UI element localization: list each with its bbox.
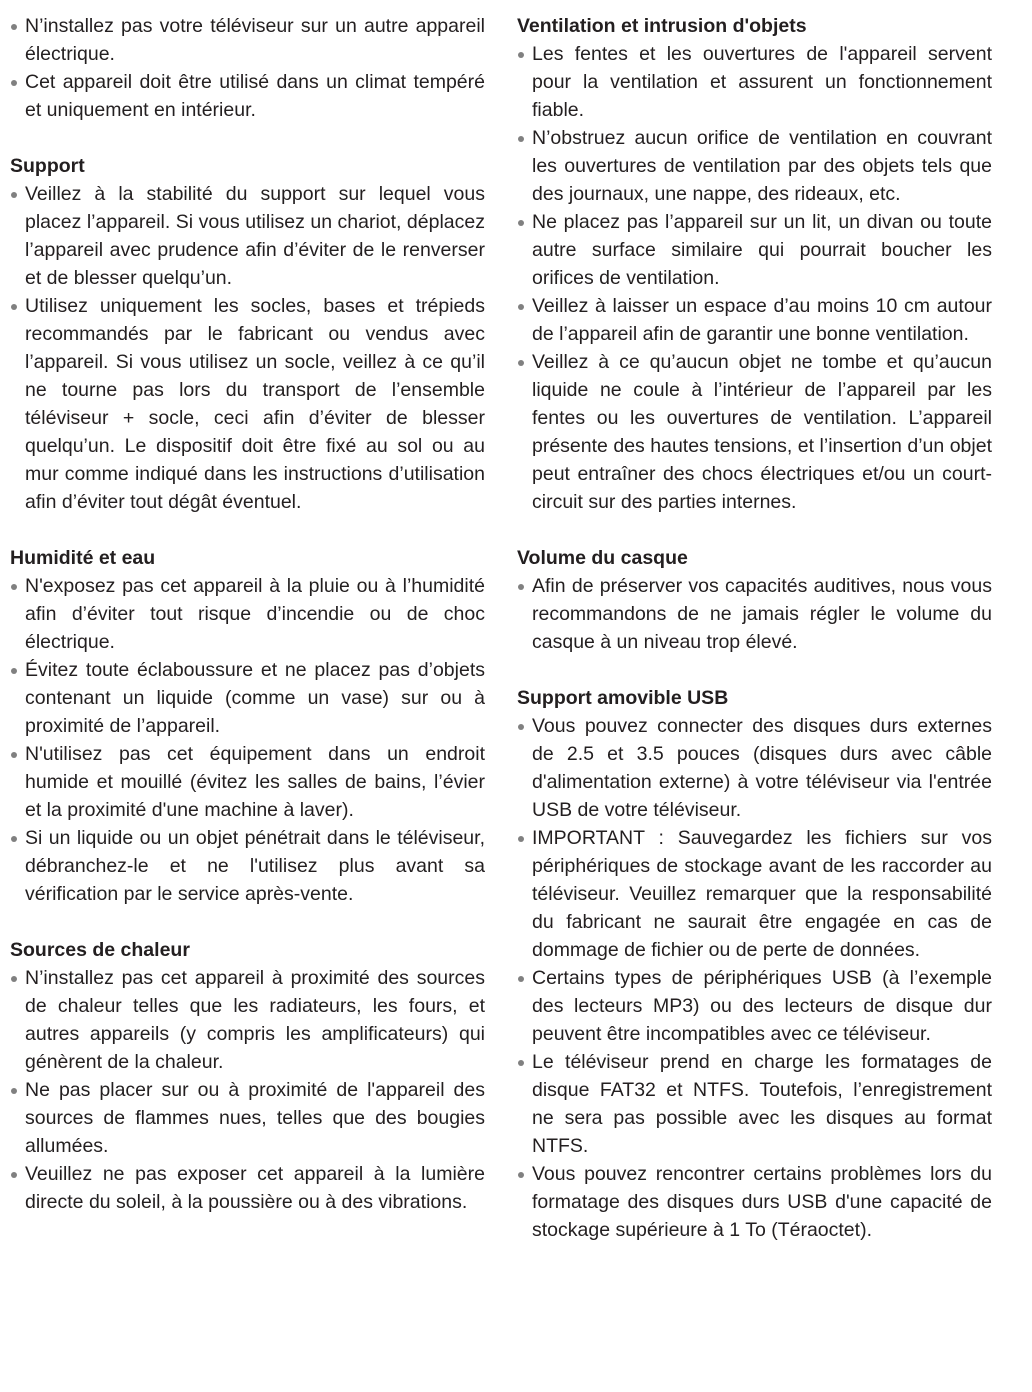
bullet-icon bbox=[518, 304, 524, 310]
bullet-icon bbox=[11, 836, 17, 842]
list-item: Le téléviseur prend en charge les formatages de disque FAT32 et NTFS. Toutefois, l’enregistrement ne sera pas possible avec les disques au format NTFS. bbox=[517, 1048, 992, 1160]
bullet-icon bbox=[518, 1060, 524, 1066]
bullet-icon bbox=[518, 724, 524, 730]
bullet-list bbox=[10, 180, 485, 516]
bullet-icon bbox=[11, 24, 17, 30]
list-item: Veillez à ce qu’aucun objet ne tombe et qu’aucun liquide ne coule à l’intérieur de l’appareil par les fentes ou les ouvertures de ventilation. L’appareil présente des hautes tensions, et l’insertion d’un objet peut entraîner des chocs électriques et/ou un court-circuit sur des parties internes. bbox=[517, 348, 992, 516]
bullet-icon bbox=[11, 80, 17, 86]
bullet-icon bbox=[518, 136, 524, 142]
list-item: Veuillez ne pas exposer cet appareil à la lumière directe du soleil, à la poussière ou à des vibrations. bbox=[10, 1160, 485, 1216]
list-item: N'utilisez pas cet équipement dans un endroit humide et mouillé (évitez les salles de bains, l’évier et la proximité d'une machine à laver). bbox=[10, 740, 485, 824]
list-item: Vous pouvez connecter des disques durs externes de 2.5 et 3.5 pouces (disques durs avec câble d'alimentation externe) à votre téléviseur via l'entrée USB de votre téléviseur. bbox=[517, 712, 992, 824]
bullet-list bbox=[10, 572, 485, 908]
bullet-icon bbox=[518, 360, 524, 366]
section-heading: Support amovible USB bbox=[517, 687, 729, 709]
list-item: Les fentes et les ouvertures de l'appareil servent pour la ventilation et assurent un fonctionnement fiable. bbox=[517, 40, 992, 124]
section-intro bbox=[10, 12, 485, 124]
list-item: Veillez à la stabilité du support sur lequel vous placez l’appareil. Si vous utilisez un chariot, déplacez l’appareil avec prudence afin d’éviter de le renverser et de blesser quelqu’un. bbox=[10, 180, 485, 292]
bullet-icon bbox=[518, 1172, 524, 1178]
section-headphone-volume bbox=[517, 544, 992, 656]
list-item: Ne pas placer sur ou à proximité de l'appareil des sources de flammes nues, telles que des bougies allumées. bbox=[10, 1076, 485, 1160]
section-heading: Volume du casque bbox=[517, 547, 688, 569]
bullet-icon bbox=[11, 976, 17, 982]
bullet-icon bbox=[11, 304, 17, 310]
section-heading: Support bbox=[10, 155, 85, 177]
list-item: Cet appareil doit être utilisé dans un climat tempéré et uniquement en intérieur. bbox=[10, 68, 485, 124]
section-heat-sources bbox=[10, 936, 485, 1216]
list-item: IMPORTANT : Sauvegardez les fichiers sur vos périphériques de stockage avant de les raccorder au téléviseur. Veuillez remarquer que la responsabilité du fabricant ne saurait être engagée en cas de dommage de fichier ou de perte de données. bbox=[517, 824, 992, 964]
bullet-list bbox=[10, 12, 485, 124]
bullet-icon bbox=[11, 192, 17, 198]
section-humidity bbox=[10, 544, 485, 908]
list-item: N’installez pas votre téléviseur sur un autre appareil électrique. bbox=[10, 12, 485, 68]
bullet-icon bbox=[518, 52, 524, 58]
list-item: N'exposez pas cet appareil à la pluie ou à l’humidité afin d’éviter tout risque d’incendie ou de choc électrique. bbox=[10, 572, 485, 656]
bullet-list bbox=[517, 40, 992, 516]
bullet-icon bbox=[518, 976, 524, 982]
bullet-icon bbox=[11, 752, 17, 758]
list-item: Utilisez uniquement les socles, bases et trépieds recommandés par le fabricant ou vendus avec l’appareil. Si vous utilisez un socle, veillez à ce qu’il ne tourne pas lors du transport de l’ensemble téléviseur + socle, ceci afin d’éviter de blesser quelqu’un. Le dispositif doit être fixé au sol ou au mur comme indiqué dans les instructions d’utilisation afin d’éviter tout dégât éventuel. bbox=[10, 292, 485, 516]
section-heading: Sources de chaleur bbox=[10, 939, 190, 961]
section-support bbox=[10, 152, 485, 516]
section-heading: Ventilation et intrusion d'objets bbox=[517, 15, 807, 37]
list-item: N’obstruez aucun orifice de ventilation en couvrant les ouvertures de ventilation par des objets tels que des journaux, une nappe, des rideaux, etc. bbox=[517, 124, 992, 208]
bullet-list bbox=[517, 572, 992, 656]
section-heading: Humidité et eau bbox=[10, 547, 156, 569]
bullet-list bbox=[10, 964, 485, 1216]
section-ventilation bbox=[517, 12, 992, 516]
bullet-list bbox=[517, 712, 992, 1244]
left-column bbox=[10, 12, 485, 1244]
list-item: Vous pouvez rencontrer certains problèmes lors du formatage des disques durs USB d'une capacité de stockage supérieure à 1 To (Téraoctet). bbox=[517, 1160, 992, 1244]
list-item: Certains types de périphériques USB (à l’exemple des lecteurs MP3) ou des lecteurs de disque dur peuvent être incompatibles avec ce téléviseur. bbox=[517, 964, 992, 1048]
section-usb-storage bbox=[517, 684, 992, 1244]
list-item: Évitez toute éclaboussure et ne placez pas d’objets contenant un liquide (comme un vase) sur ou à proximité de l’appareil. bbox=[10, 656, 485, 740]
list-item: Veillez à laisser un espace d’au moins 10 cm autour de l’appareil afin de garantir une bonne ventilation. bbox=[517, 292, 992, 348]
bullet-icon bbox=[11, 1088, 17, 1094]
bullet-icon bbox=[518, 220, 524, 226]
bullet-icon bbox=[11, 584, 17, 590]
list-item: N’installez pas cet appareil à proximité des sources de chaleur telles que les radiateurs, les fours, et autres appareils (y compris les amplificateurs) qui génèrent de la chaleur. bbox=[10, 964, 485, 1076]
bullet-icon bbox=[518, 836, 524, 842]
list-item: Afin de préserver vos capacités auditives, nous vous recommandons de ne jamais régler le volume du casque à un niveau trop élevé. bbox=[517, 572, 992, 656]
list-item: Ne placez pas l’appareil sur un lit, un divan ou toute autre surface similaire qui pourrait boucher les orifices de ventilation. bbox=[517, 208, 992, 292]
list-item: Si un liquide ou un objet pénétrait dans le téléviseur, débranchez-le et ne l'utilisez plus avant sa vérification par le service après-vente. bbox=[10, 824, 485, 908]
bullet-icon bbox=[11, 668, 17, 674]
bullet-icon bbox=[518, 584, 524, 590]
right-column bbox=[517, 12, 992, 1272]
bullet-icon bbox=[11, 1172, 17, 1178]
